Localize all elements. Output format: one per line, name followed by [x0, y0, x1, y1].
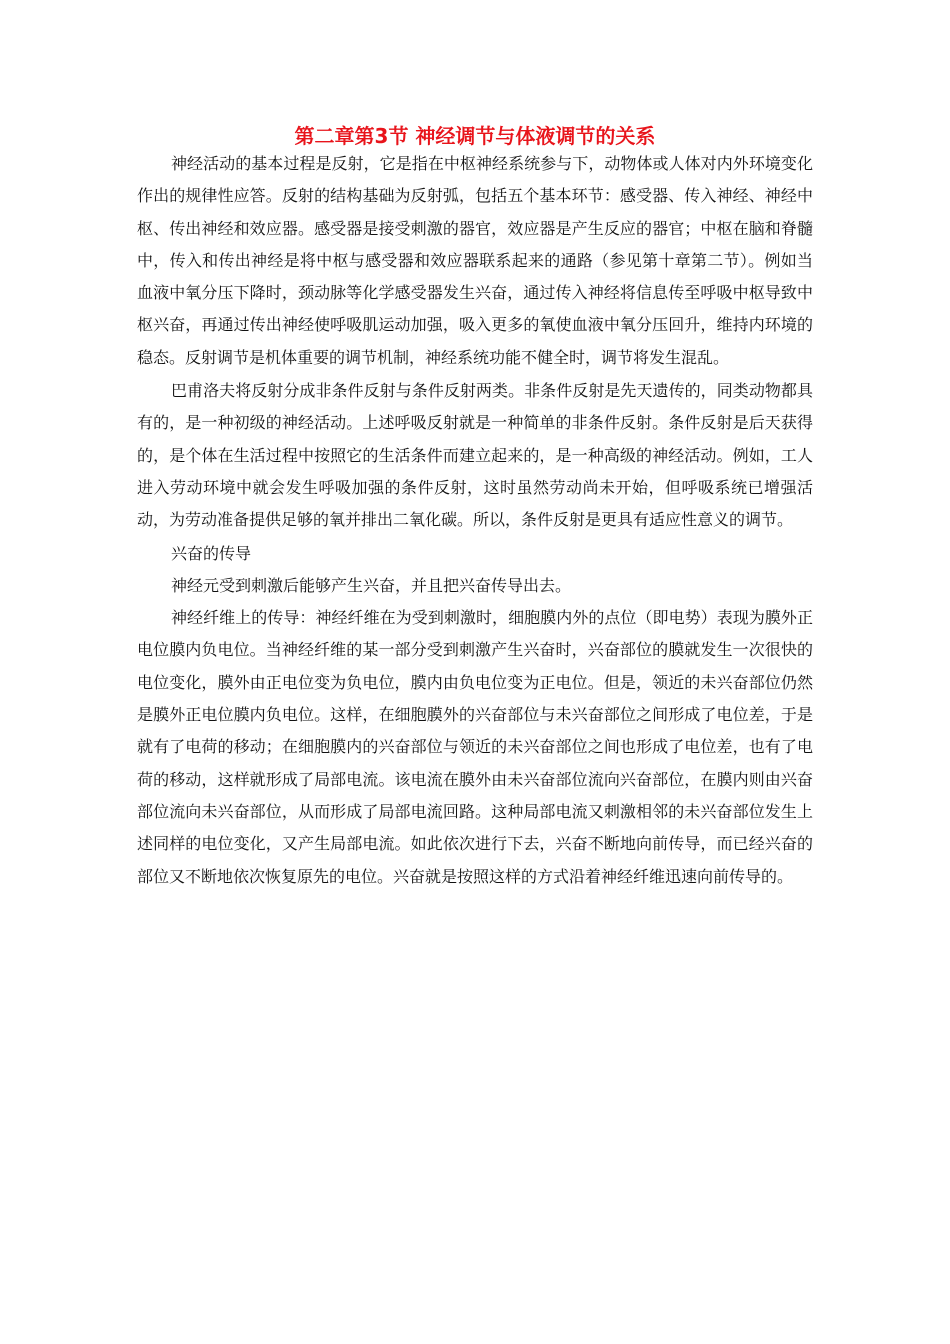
- paragraph-neuron-excitation: 神经元受到刺激后能够产生兴奋，并且把兴奋传导出去。: [171, 575, 572, 595]
- document-body: [137, 148, 813, 893]
- section-heading-excitation-conduction: 兴奋的传导: [171, 543, 252, 563]
- paragraph-nerve-fiber-conduction: 神经纤维上的传导：神经纤维在为受到刺激时，细胞膜内外的点位（即电势）表现为膜外正电位膜内负电位。当神经纤维的某一部分受到刺激产生兴奋时，兴奋部位的膜就发生一次很快的电位变化，膜外由正电位变为负电位，膜内由负电位变为正电位。但是，领近的未兴奋部位仍然是膜外正电位膜内负电位。这样，在细胞膜外的兴奋部位与未兴奋部位之间形成了电位差，于是就有了电荷的移动；在细胞膜内的兴奋部位与领近的未兴奋部位之间也形成了电位差，也有了电荷的移动，这样就形成了局部电流。该电流在膜外由未兴奋部位流向兴奋部位，在膜内则由兴奋部位流向未兴奋部位，从而形成了局部电流回路。这种局部电流又刺激相邻的未兴奋部位发生上述同样的电位变化，又产生局部电流。如此依次进行下去，兴奋不断地向前传导，而已经兴奋的部位又不断地依次恢复原先的电位。兴奋就是按照这样的方式沿着神经纤维迅速向前传导的。: [137, 608, 813, 886]
- paragraph-conditioned-reflex: 巴甫洛夫将反射分成非条件反射与条件反射两类。非条件反射是先天遗传的，同类动物都具有的，是一种初级的神经活动。上述呼吸反射就是一种简单的非条件反射。条件反射是后天获得的，是个体在生活过程中按照它的生活条件而建立起来的，是一种高级的神经活动。例如，工人进入劳动环境中就会发生呼吸加强的条件反射，这时虽然劳动尚未开始，但呼吸系统已增强活动，为劳动准备提供足够的氧并排出二氧化碳。所以，条件反射是更具有适应性意义的调节。: [137, 381, 813, 530]
- paragraph-reflex: 神经活动的基本过程是反射，它是指在中枢神经系统参与下，动物体或人体对内外环境变化作出的规律性应答。反射的结构基础为反射弧，包括五个基本环节：感受器、传入神经、神经中枢、传出神经和效应器。感受器是接受刺激的器官，效应器是产生反应的器官；中枢在脑和脊髓中，传入和传出神经是将中枢与感受器和效应器联系起来的通路（参见第十章第二节）。例如当血液中氧分压下降时，颈动脉等化学感受器发生兴奋，通过传入神经将信息传至呼吸中枢导致中枢兴奋，再通过传出神经使呼吸肌运动加强，吸入更多的氧使血液中氧分压回升，维持内环境的稳态。反射调节是机体重要的调节机制，神经系统功能不健全时，调节将发生混乱。: [137, 154, 813, 367]
- page-title: 第二章第3节 神经调节与体液调节的关系: [294, 124, 656, 148]
